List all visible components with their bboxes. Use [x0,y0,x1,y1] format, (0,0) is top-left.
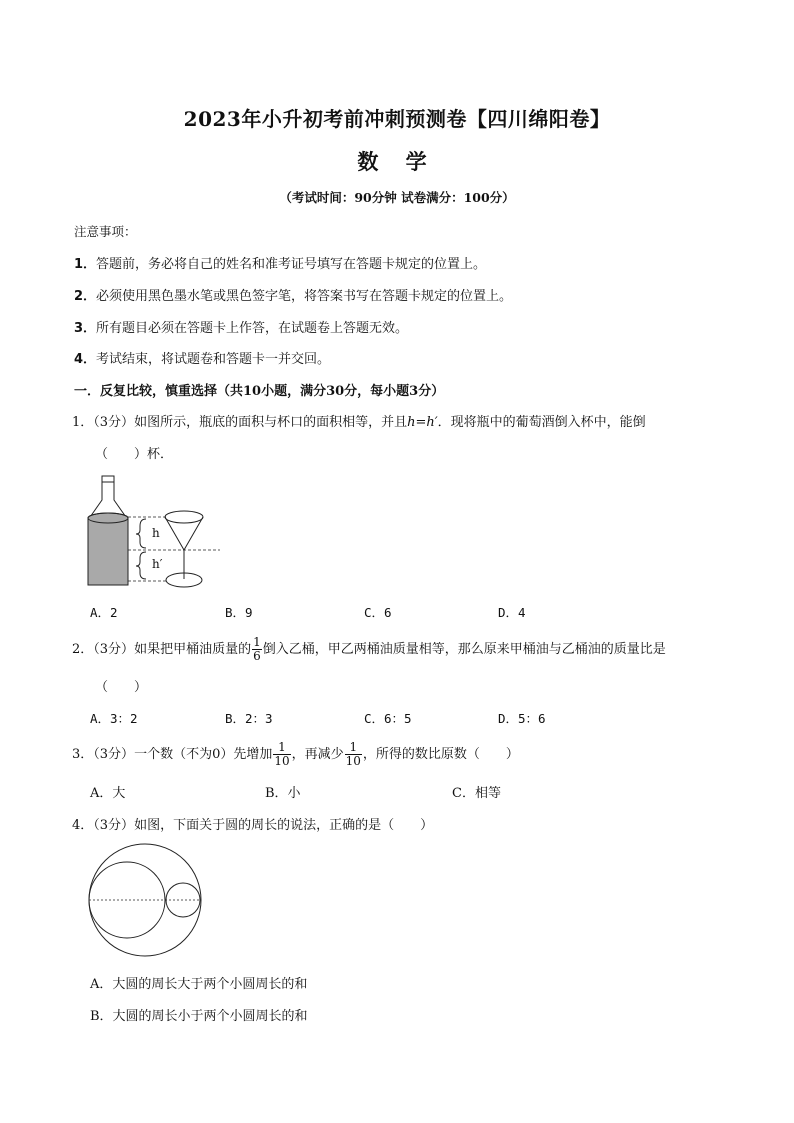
label-h-prime: h′ [152,557,163,571]
note-item-2: 2．必须使用黑色墨水笔或黑色签字笔，将答案书写在答题卡规定的位置上。 [74,289,513,304]
question-score: （3分） [93,415,135,430]
option-c: C．6 [364,605,392,620]
circles-figure [86,842,208,958]
page-title: 2023年小升初考前冲刺预测卷【四川绵阳卷】 [183,107,611,131]
question-score: （3分） [93,818,135,833]
option-a: A．3：2 [90,711,138,726]
label-h: h [152,526,160,540]
question-number: 4． [72,818,94,833]
question-4: 4．（3分）如图，下面关于圆的周长的说法，正确的是（ ） [72,818,434,833]
question-number: 3． [72,747,94,762]
option-b: B．大圆的周长小于两个小圆周长的和 [90,1009,308,1024]
option-b: B．小 [265,786,301,801]
option-c: C．6：5 [364,711,412,726]
option-a: A．2 [90,605,118,620]
note-item-4: 4．考试结束，将试题卷和答题卡一并交回。 [74,352,331,367]
formula: h=h′ [407,415,438,430]
fraction: $\frac{1}{6}$ [253,635,261,663]
option-d: D．5：6 [498,711,546,726]
subject-title: 数 学 [357,149,437,174]
question-2-line2: （ ） [95,680,148,695]
question-3: 3．（3分）一个数（不为0）先增加 $\frac{1}{10}$ ，再减少 $\frac{1}{10}$ ，所得的数比原数（ ） [72,740,519,768]
option-d: D．4 [498,605,526,620]
option-a: A．大圆的周长大于两个小圆周长的和 [90,977,308,992]
note-item-3: 3．所有题目必须在答题卡上作答，在试题卷上答题无效。 [74,321,409,336]
question-number: 1． [72,415,94,430]
fraction: $\frac{1}{10}$ [274,740,290,768]
option-b: B．2：3 [225,711,273,726]
option-a: A．大 [90,786,126,801]
question-number: 2． [72,642,94,657]
question-score: （3分） [93,747,135,762]
question-1: 1．（3分）如图所示，瓶底的面积与杯口的面积相等，并且h=h′．现将瓶中的葡萄酒倒入杯中，能倒 [72,415,646,430]
question-score: （3分） [93,642,135,657]
option-b: B．9 [225,605,253,620]
option-c: C．相等 [452,786,501,801]
exam-info: （考试时间：90分钟 试卷满分：100分） [279,190,515,205]
note-item-1: 1．答题前，务必将自己的姓名和准考证号填写在答题卡规定的位置上。 [74,257,487,272]
notes-title: 注意事项： [74,224,137,239]
fraction: $\frac{1}{10}$ [345,740,361,768]
question-2: 2．（3分）如果把甲桶油质量的 $\frac{1}{6}$ 倒入乙桶，甲乙两桶油质量相等，那么原来甲桶油与乙桶油的质量比是 [72,635,666,663]
section-heading: 一．反复比较，慎重选择（共10小题，满分30分，每小题3分） [74,384,445,399]
question-1-line2: （ ）杯． [95,447,174,462]
